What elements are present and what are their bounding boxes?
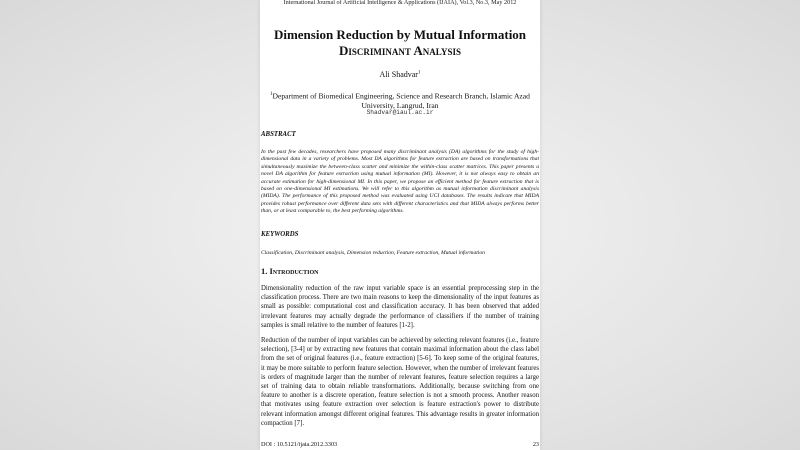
title-line-2: Discriminant Analysis <box>338 43 461 58</box>
author-text: Ali Shadvar <box>379 70 418 79</box>
section-title: Introduction <box>269 266 319 276</box>
affiliation <box>266 90 534 111</box>
author-superscript: 1 <box>417 70 421 76</box>
page-number: 23 <box>532 441 539 448</box>
doi-footer[interactable]: DOI : 10.5121/ijaia.2012.3303 <box>261 441 338 448</box>
keywords-heading: KEYWORDS <box>261 231 299 238</box>
intro-paragraph-1: Dimensionality reduction of the raw input variable space is an essential preprocessing step in the classification process. There are two main reasons to keep the dimensionality of the input features as small as possible: computational cost and classification accuracy. It has been observed that added irrelevant features may actually degrade the performance of classifiers if the number of training samples is small relative to the number of features [1-2]. <box>261 285 539 329</box>
intro-paragraph-2: Reduction of the number of input variables can be achieved by selecting relevant features (i.e., feature selection), [3-4] or by extracting new features that contain maximal information about the class label from the set of original features (i.e., feature extraction) [5-6]. To keep some of the original features, it may be more suitable to perform feature selection. However, when the number of irrelevant features is orders of magnitude larger than the number of relevant features, feature selection requires a large set of training data to obtain reliable transformations. Additionally, because switching from one feature to another is a discrete operation, feature selection is not a smooth process. Another reason that motivates using feature extraction over selection is feature extraction's power to distribute relevant information amongst different original features. This advantage results in greater information compaction [7]. <box>261 337 539 427</box>
affiliation-text: Department of Biomedical Engineering, Science and Research Branch, Islamic Azad University, Langrud, Iran <box>272 91 530 111</box>
keywords-text: Classification, Discriminant analysis, Dimension reduction, Feature extraction, Mutual information <box>261 250 485 256</box>
introduction-heading <box>261 266 318 276</box>
abstract-heading: ABSTRACT <box>261 131 296 138</box>
paper-title <box>260 27 540 59</box>
author-email[interactable]: Shadvar@iaul.ac.ir <box>366 109 434 116</box>
journal-header: International Journal of Artificial Intelligence & Applications (IJAIA), Vol.3, No.3, May 2012 <box>283 0 517 6</box>
abstract-text: In the past few decades, researchers have proposed many discriminant analysis (DA) algorithms for the study of high-dimensional data in a variety of problems. Most DA algorithms for feature extraction are based on transformations that simultaneously maximize the between-class scatter and minimize the within-class scatter matrices. This paper presents a novel DA algorithm for feature extraction using mutual information (MI). However, it is not always easy to obtain an accurate estimation for high-dimensional MI. In this paper, we propose an efficient method for feature extraction that is based on one-dimensional MI estimations. We will refer to this algorithm as mutual information discriminant analysis (MIDA). The performance of this proposed method was evaluated using UCI databases. The results indicate that MIDA provides robust performance over different data sets with different characteristics and that MIDA always performs better than, or at least comparable to, the best performing algorithms. <box>261 149 539 215</box>
section-number: 1. <box>261 266 268 276</box>
pdf-page <box>260 0 540 450</box>
affiliation-superscript: 1 <box>270 92 273 97</box>
title-line-1: Dimension Reduction by Mutual Information <box>273 27 527 42</box>
author-name <box>260 70 540 79</box>
